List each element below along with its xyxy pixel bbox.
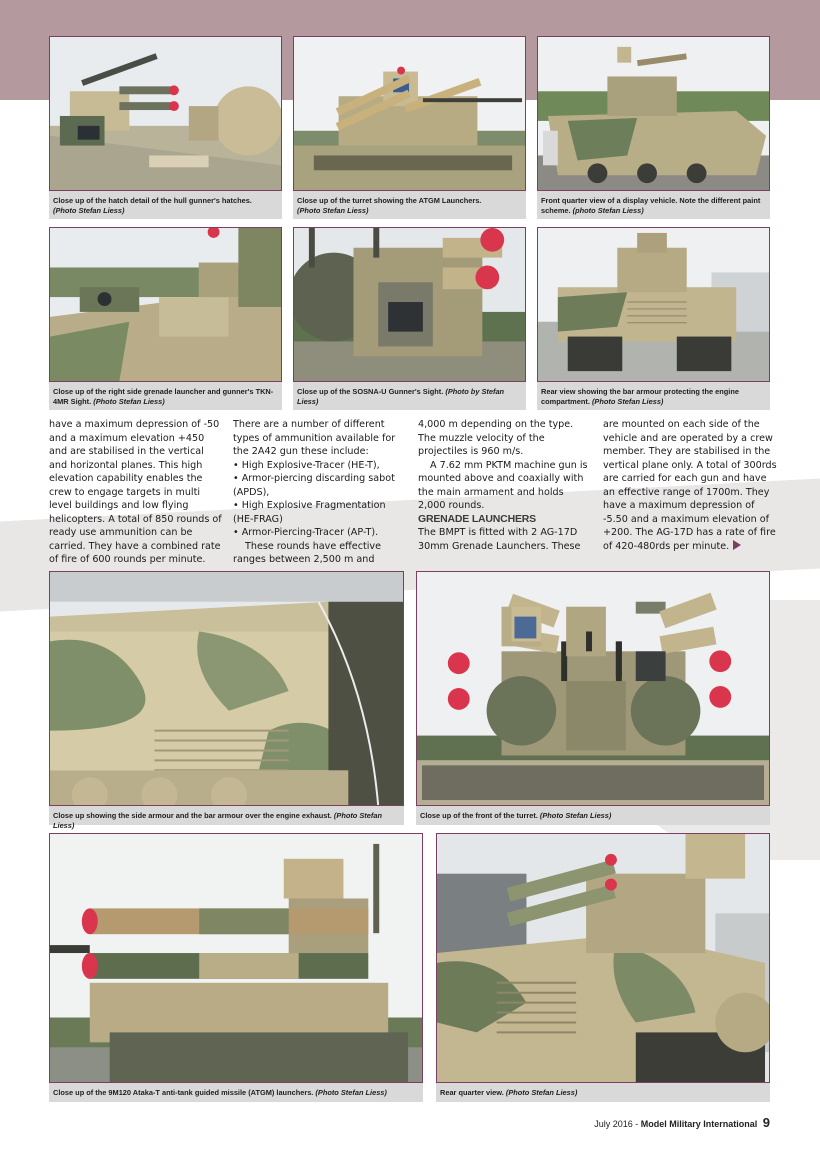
caption-sosna: Close up of the SOSNA-U Gunner's Sight. (Photo by Stefan Liess)	[293, 382, 526, 410]
caption-side-armour: Close up showing the side armour and the bar armour over the engine exhaust. (Photo Stefan Liess)	[49, 806, 404, 825]
ammo-list-item: • Armor-piercing discarding sabot (APDS),	[233, 473, 395, 498]
photo-sosna-sight	[293, 227, 526, 382]
article-paragraph: A 7.62 mm PKTM machine gun is mounted above and coaxially with the main armament and holds 2,000 rounds.	[418, 459, 588, 512]
continue-arrow-icon	[733, 540, 741, 550]
section-heading: GRENADE LAUNCHERS	[418, 512, 536, 525]
photo-front-turret	[416, 571, 770, 806]
photo-turret-atgm	[293, 36, 526, 191]
photo-front-quarter	[537, 36, 770, 191]
article-column-2	[233, 418, 407, 567]
caption-hatch: Close up of the hatch detail of the hull gunner's hatches. (Photo Stefan Liess)	[49, 191, 282, 219]
photo-hatch-detail	[49, 36, 282, 191]
article-paragraph: have a maximum depression of -50 and a maximum elevation +450 and are stabilised in the vertical and horizontal planes. This high elevation capability enables the crew to engage targets in multi level buildings and low flying helicopters. A total of 850 rounds of ready use ammunition can be carried. They have a combined rate of fire of 600 rounds per minute.	[49, 419, 222, 566]
caption-right-side: Close up of the right side grenade launcher and gunner's TKN-4MR Sight. (Photo Stefan Liess)	[49, 382, 282, 410]
page-number: 9	[762, 1115, 770, 1130]
article-paragraph: There are a number of different types of ammunition available for the 2A42 gun these include:	[233, 419, 396, 458]
page-footer	[594, 1115, 770, 1130]
article-column-4	[603, 418, 777, 553]
photo-rear-quarter	[436, 833, 770, 1083]
issue-date: July 2016 -	[594, 1119, 639, 1129]
ammo-list-item: • High Explosive Fragmentation (HE-FRAG)	[233, 500, 386, 525]
caption-front-quarter: Front quarter view of a display vehicle. Note the different paint scheme. (photo Stefan Liess)	[537, 191, 770, 219]
article-paragraph: 4,000 m depending on the type. The muzzle velocity of the projectiles is 960 m/s.	[418, 419, 574, 458]
photo-side-armour	[49, 571, 404, 806]
ammo-list-item: • Armor-Piercing-Tracer (AP-T).	[233, 527, 379, 539]
photo-rear-view	[537, 227, 770, 382]
article-column-3	[418, 418, 592, 553]
ammo-list-item: • High Explosive-Tracer (HE-T),	[233, 459, 380, 471]
photo-ataka-launchers	[49, 833, 423, 1083]
caption-rear-view: Rear view showing the bar armour protecting the engine compartment. (Photo Stefan Liess)	[537, 382, 770, 410]
caption-rear-quarter: Rear quarter view. (Photo Stefan Liess)	[436, 1083, 770, 1102]
article-column-1	[49, 418, 223, 567]
caption-ataka: Close up of the 9M120 Ataka-T anti-tank guided missile (ATGM) launchers. (Photo Stefan Liess)	[49, 1083, 423, 1102]
caption-turret-atgm: Close up of the turret showing the ATGM Launchers. (Photo Stefan Liess)	[293, 191, 526, 219]
article-paragraph: The BMPT is fitted with 2 AG-17D 30mm Grenade Launchers. These	[418, 527, 581, 552]
article-paragraph: are mounted on each side of the vehicle and are operated by a crew member. They are stabilised in the vertical plane only. A total of 300rds are carried for each gun and have an effective range of 1700m. They have a maximum depression of -5.50 and a maximum elevation of +200. The AG-17D has a rate of fire of 420-480rds per minute.	[603, 419, 777, 552]
photo-right-side-launcher	[49, 227, 282, 382]
magazine-title: Model Military International	[640, 1119, 758, 1129]
article-paragraph: These rounds have effective ranges between 2,500 m and	[233, 540, 381, 566]
caption-front-turret: Close up of the front of the turret. (Photo Stefan Liess)	[416, 806, 770, 825]
